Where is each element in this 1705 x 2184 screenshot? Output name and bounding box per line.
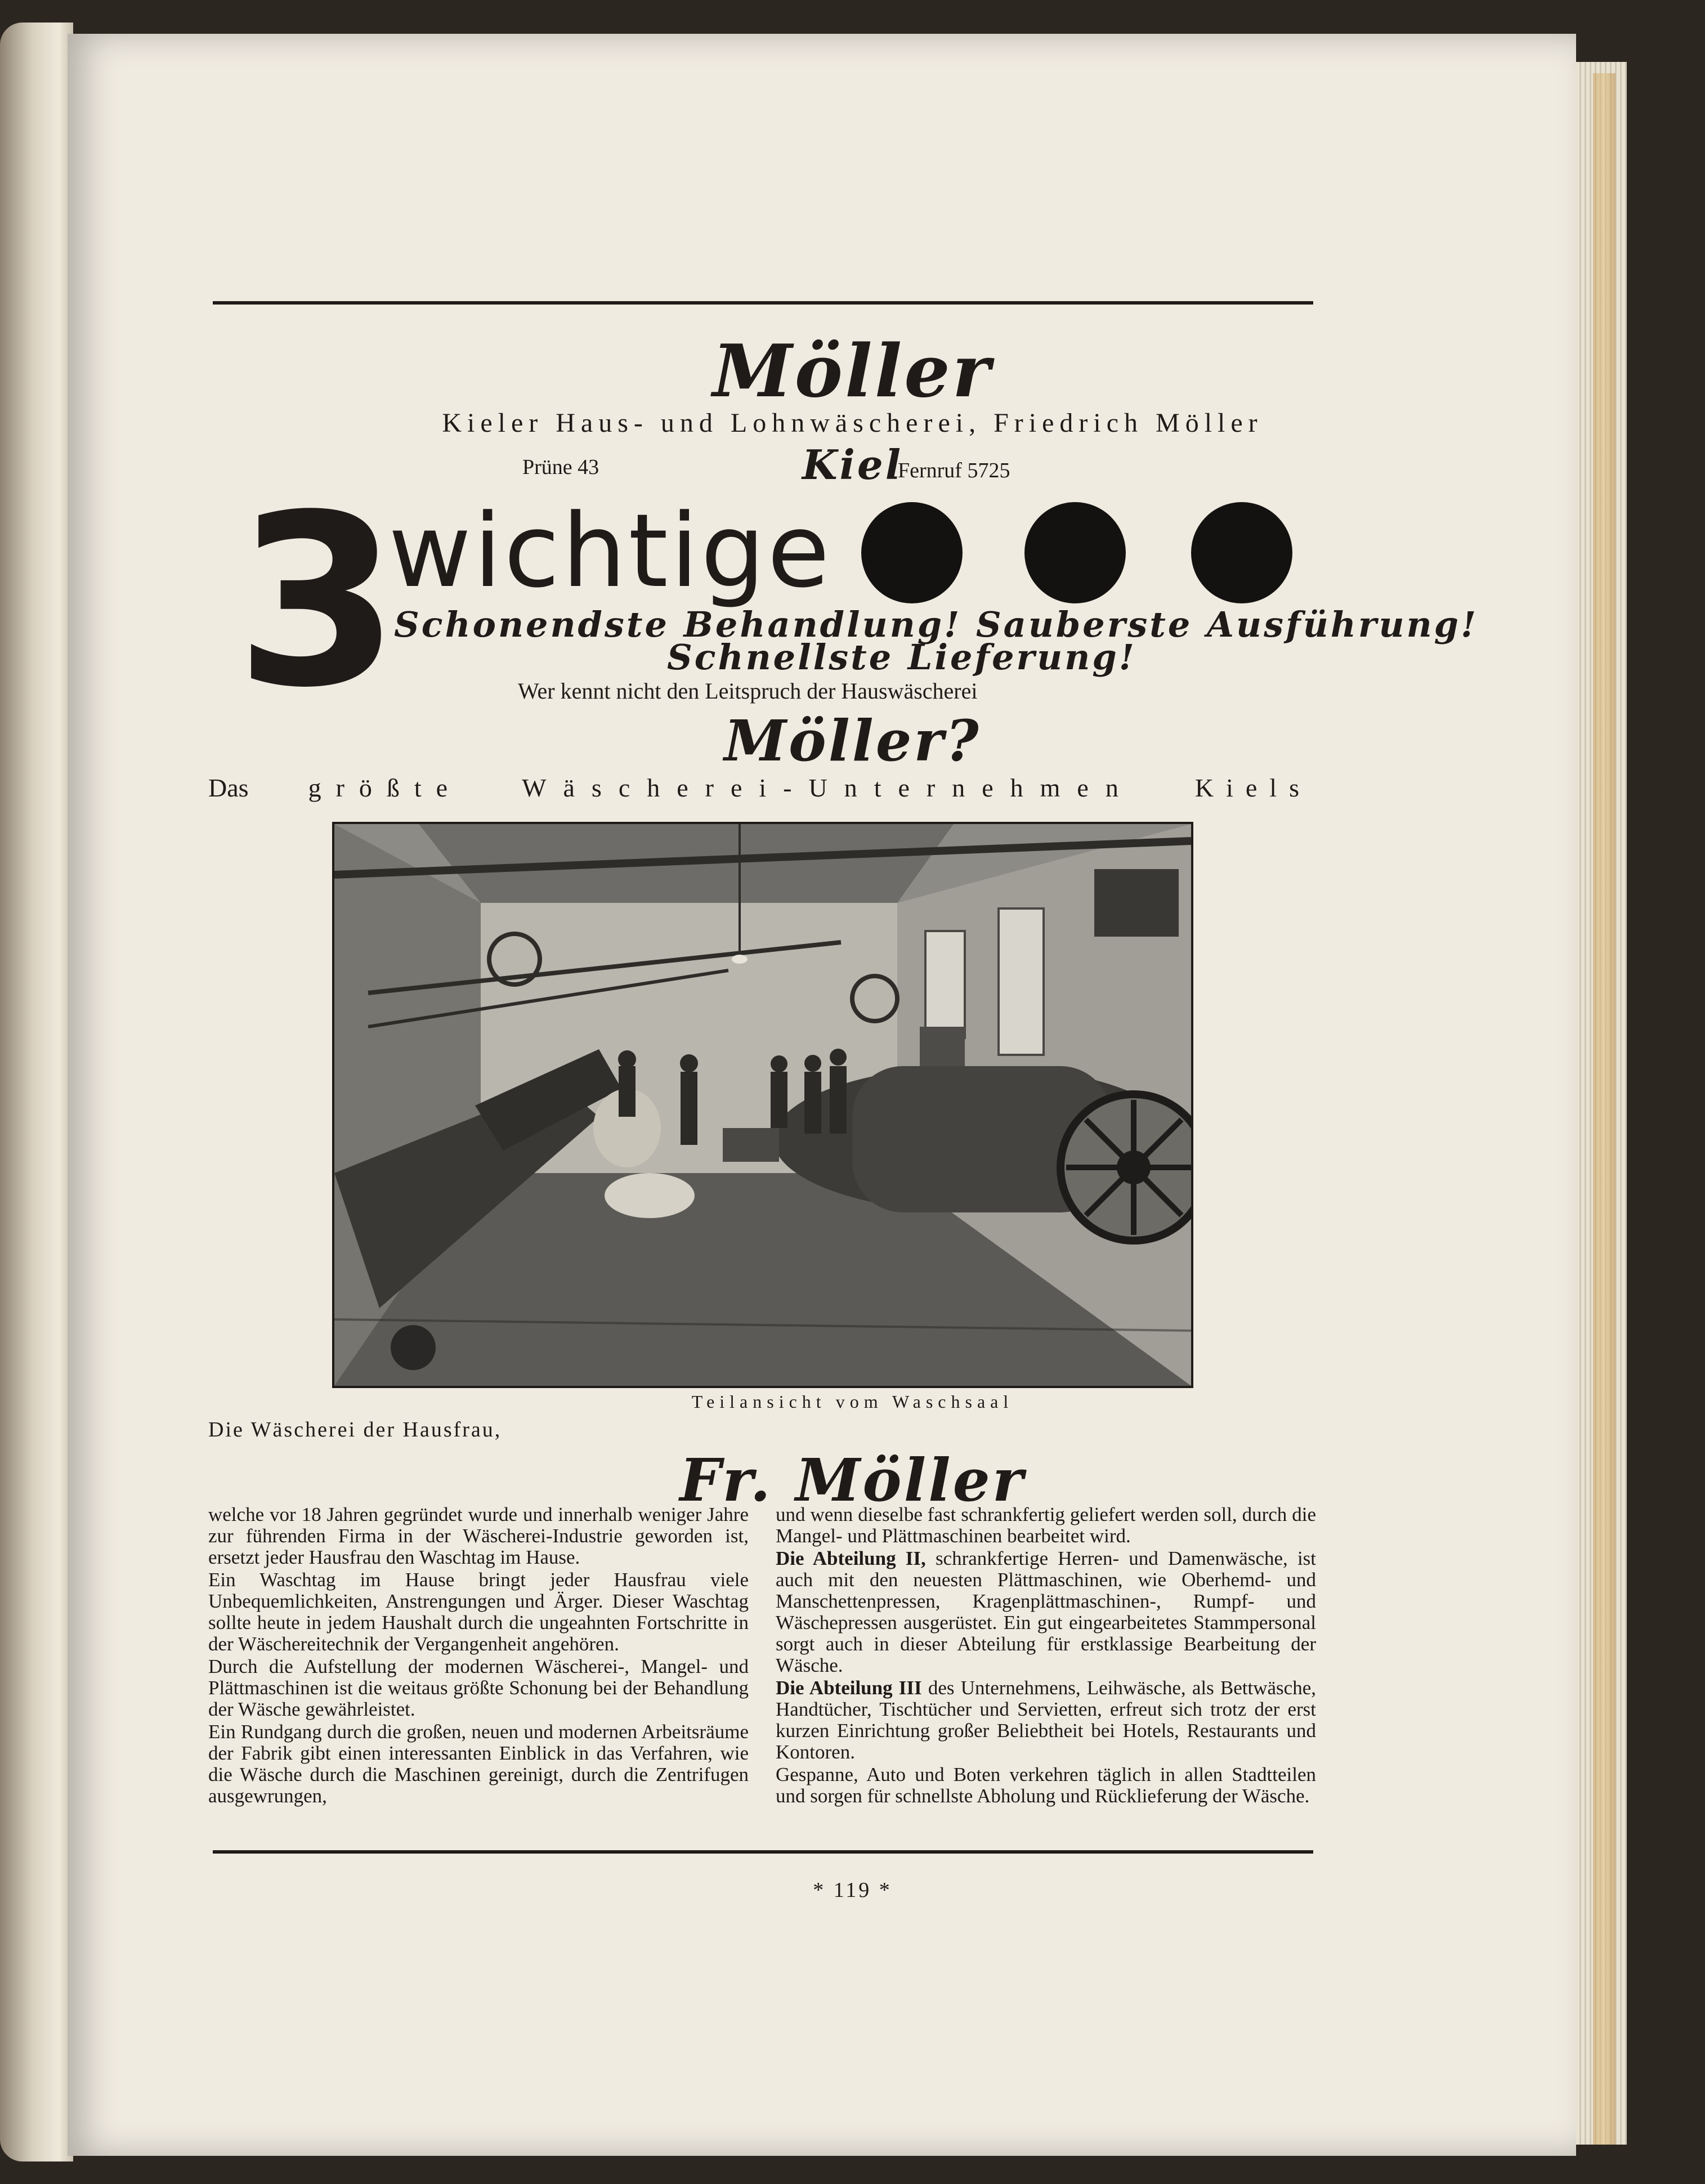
city-name: Kiel (802, 441, 903, 489)
headline-word: wichtige (388, 493, 832, 610)
brand-question: Möller? (724, 708, 981, 774)
right-paragraph-4: Gespanne, Auto und Boten verkehren täglich in allen Stadtteilen und sorgen für schnellste Abholung und Rücklieferung der Wäsche. (776, 1764, 1316, 1807)
photo-illustration (334, 824, 1191, 1386)
left-paragraph-1: welche vor 18 Jahren gegründet wurde und innerhalb weniger Jahre zur führenden Firma in der Wäscherei-Industrie geworden ist, ersetzt jeder Hausfrau den Waschtag im Hause. (208, 1503, 749, 1568)
question-text: Wer kennt nicht den Leitspruch der Hauswäscherei (518, 678, 978, 704)
bullet-dot-3 (1191, 502, 1292, 603)
tagline-word-2: größte (308, 773, 463, 802)
left-paragraph-4: Ein Rundgang durch die großen, neuen und modernen Arbeitsräume der Fabrik gibt einen interessanten Einblick in das Verfahren, wie die Wäsche durch die Maschinen gereinigt, durch die Zentrifugen ausgewrungen, (208, 1721, 749, 1807)
department-3-text: des Unternehmens, Leihwäsche, als Bettwäsche, Handtücher, Tischtücher und Servietten, erfreut sich trotz der erst kurzen Einrichtung großer Beliebtheit bei Hotels, Restaurants und Kontoren. (776, 1677, 1316, 1763)
article-left-column (208, 1504, 749, 1808)
tagline (208, 771, 1312, 805)
photo-caption: Teilansicht vom Waschsaal (691, 1391, 1014, 1412)
department-2-label: Die Abteilung II, (776, 1547, 926, 1569)
left-paragraph-3: Durch die Aufstellung der modernen Wäscherei-, Mangel- und Plättmaschinen ist die weitaus größte Schonung bei der Behandlung der Wäsche gewährleistet. (208, 1655, 749, 1720)
department-3-label: Die Abteilung III (776, 1677, 922, 1699)
slogan-line-1: Schonendste Behandlung! Sauberste Ausführung! (394, 604, 1479, 645)
bullet-dot-2 (1024, 502, 1126, 603)
bottom-rule (213, 1850, 1313, 1854)
phone-number: Fernruf 5725 (898, 459, 1010, 482)
brand-title: Möller (712, 329, 993, 414)
company-subtitle: Kieler Haus- und Lohnwäscherei, Friedrich Möller (442, 408, 1263, 438)
laundry-hall-photo (332, 822, 1193, 1388)
bullet-dot-1 (861, 502, 963, 603)
tagline-word-1: Das (208, 773, 249, 802)
department-2-text: schrankfertige Herren- und Damenwäsche, ist auch mit den neuesten Plättmaschinen, wie Oberhemd- und Manschettenpressen, Kragenplättmaschinen-, Rumpf- und Wäschepressen ausgerüstet. Ein gut eingearbeitetes Stammpersonal sorgt auch in dieser Abteilung für erstklassige Bearbeitung der Wäsche. (776, 1547, 1317, 1676)
article-intro: Die Wäscherei der Hausfrau, (208, 1418, 502, 1442)
tagline-word-4: Kiels (1194, 773, 1312, 802)
tagline-word-3: Wäscherei-Unternehmen (522, 773, 1135, 802)
page-number: * 119 * (813, 1878, 892, 1902)
right-paragraph-1: und wenn dieselbe fast schrankfertig geliefert werden soll, durch die Mangel- und Plättmaschinen bearbeitet wird. (776, 1503, 1316, 1547)
big-number-three: 3 (235, 464, 400, 740)
top-rule (213, 301, 1313, 305)
right-paragraph-2 (776, 1548, 1316, 1676)
article-right-column (776, 1504, 1316, 1808)
article-brand: Fr. Möller (679, 1445, 1026, 1515)
address: Prüne 43 (522, 455, 599, 479)
left-paragraph-2: Ein Waschtag im Hause bringt jeder Hausfrau viele Unbequemlichkeiten, Anstrengungen und Ärger. Dieser Waschtag sollte heute in jedem Haushalt durch die ungeahnten Fortschritte in der Wäschereitechnik der Vergangenheit angehören. (208, 1569, 749, 1655)
right-paragraph-3 (776, 1677, 1316, 1763)
slogan-line-2: Schnellste Lieferung! (667, 637, 1136, 678)
